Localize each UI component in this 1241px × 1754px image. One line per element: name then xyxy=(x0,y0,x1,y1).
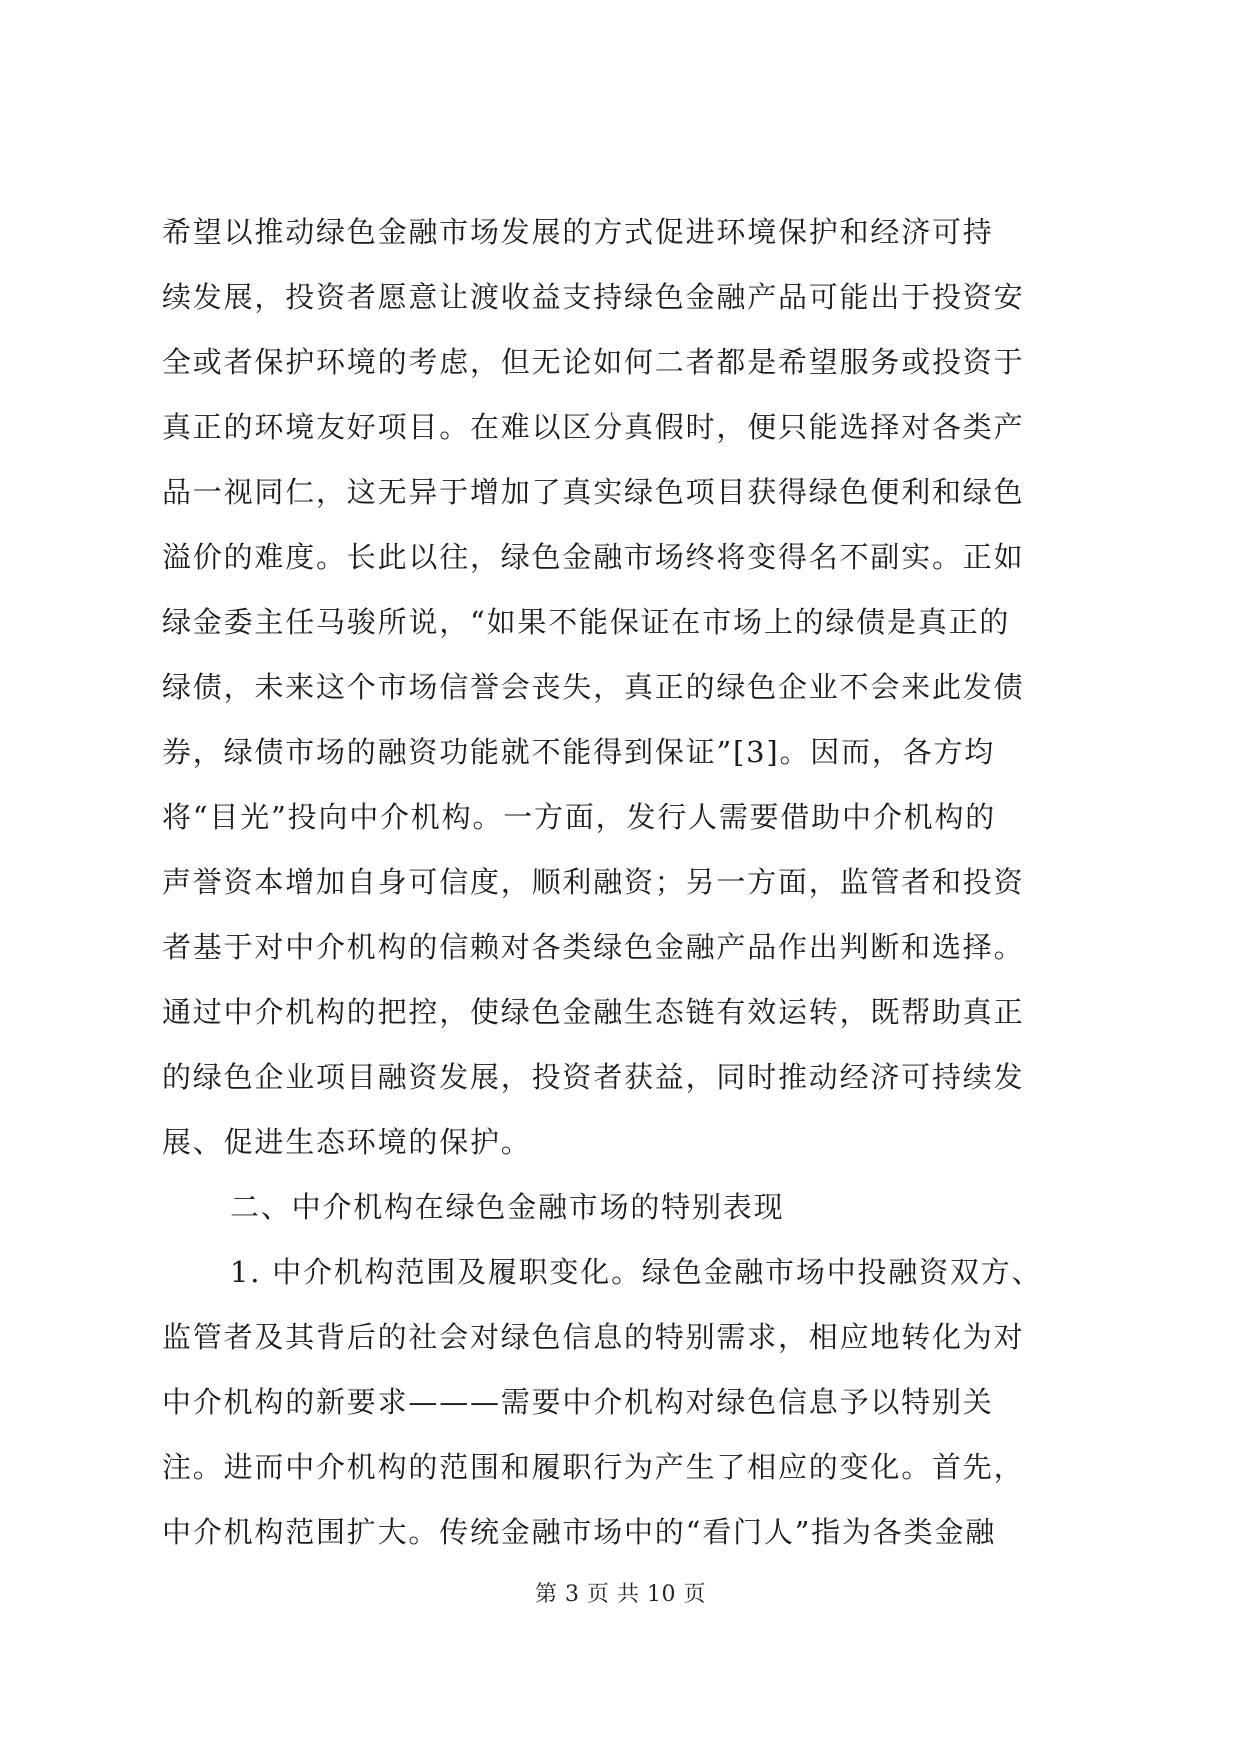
text-line: 中介机构范围扩大。传统金融市场中的“看门人”指为各类金融 xyxy=(162,1515,997,1549)
text-line: 绿金委主任马骏所说，“如果不能保证在市场上的绿债是真正的 xyxy=(162,605,1011,639)
text-line: 绿债，未来这个市场信誉会丧失，真正的绿色企业不会来此发债 xyxy=(162,670,1025,704)
text-line: 注。进而中介机构的范围和履职行为产生了相应的变化。首先， xyxy=(162,1450,1025,1484)
page-number-footer: 第 3 页 共 10 页 xyxy=(535,1582,706,1607)
text-line: 真正的环境友好项目。在难以区分真假时，便只能选择对各类产 xyxy=(162,410,1025,444)
text-line: 将“目光”投向中介机构。一方面，发行人需要借助中介机构的 xyxy=(162,800,997,834)
text-line: 者基于对中介机构的信赖对各类绿色金融产品作出判断和选择。 xyxy=(162,930,1025,964)
text-line: 品一视同仁，这无异于增加了真实绿色项目获得绿色便利和绿色 xyxy=(162,475,1025,509)
text-line: 全或者保护环境的考虑，但无论如何二者都是希望服务或投资于 xyxy=(162,345,1025,379)
text-line: 通过中介机构的把控，使绿色金融生态链有效运转，既帮助真正 xyxy=(162,995,1025,1029)
text-line: 券，绿债市场的融资功能就不能得到保证”[3]。因而，各方均 xyxy=(162,735,996,769)
section-heading: 二、中介机构在绿色金融市场的特别表现 xyxy=(230,1190,785,1224)
text-line: 的绿色企业项目融资发展，投资者获益，同时推动经济可持续发 xyxy=(162,1060,1025,1094)
text-line: 续发展，投资者愿意让渡收益支持绿色金融产品可能出于投资安 xyxy=(162,280,1025,314)
text-line: 展、促进生态环境的保护。 xyxy=(162,1125,532,1159)
text-line: 希望以推动绿色金融市场发展的方式促进环境保护和经济可持 xyxy=(162,215,994,249)
text-line: 声誉资本增加自身可信度，顺利融资；另一方面，监管者和投资 xyxy=(162,865,1025,899)
text-line: 溢价的难度。长此以往，绿色金融市场终将变得名不副实。正如 xyxy=(162,540,1025,574)
text-line: 1. 中介机构范围及履职变化。绿色金融市场中投融资双方、 xyxy=(230,1255,1043,1289)
document-body xyxy=(162,200,1082,1565)
text-line: 中介机构的新要求———需要中介机构对绿色信息予以特别关 xyxy=(162,1385,994,1419)
text-line: 监管者及其背后的社会对绿色信息的特别需求，相应地转化为对 xyxy=(162,1320,1025,1354)
